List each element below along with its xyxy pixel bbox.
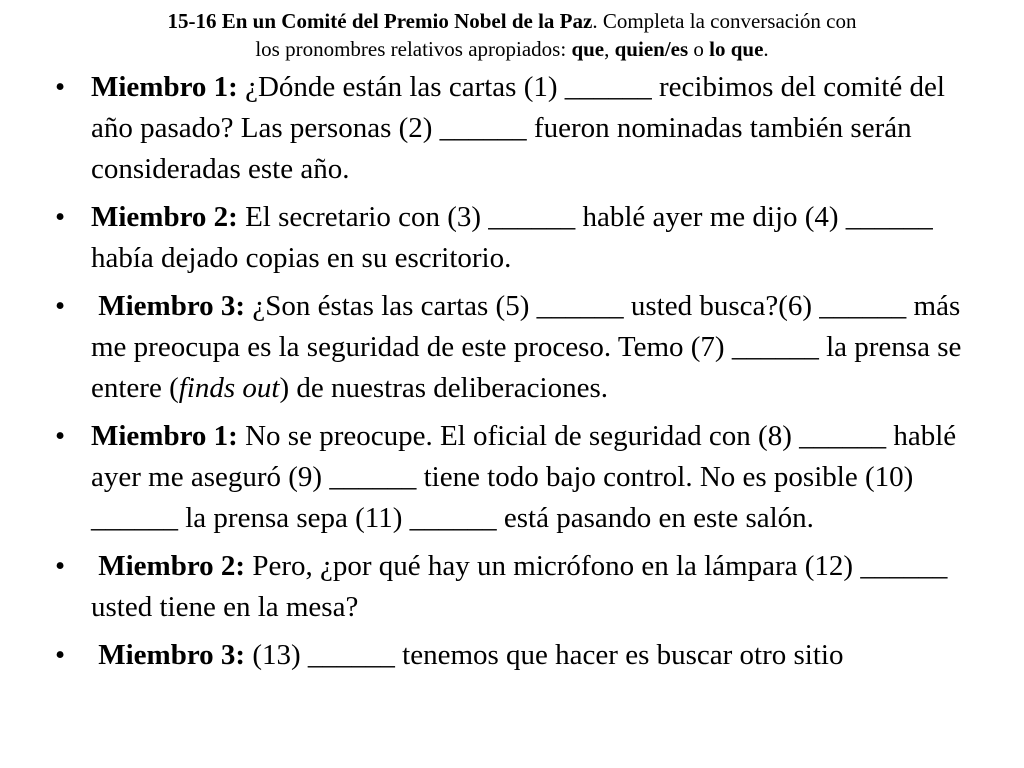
dialogue-text: No se preocupe. El oficial de seguridad con (8) ______ hablé ayer me aseguró (9) ______ tiene todo bajo control. No es posible (10) ______ la prensa sepa (11) ______ está pasando en este salón. [91,420,957,534]
exercise-instructions [0,7,1024,63]
dialogue-item-6 [0,635,1024,676]
option-quien: quien/es [614,37,689,61]
dialogue-item-5 [0,546,1024,628]
separator: , [604,37,615,61]
speaker-label: Miembro 3: [98,290,246,322]
dialogue-item-3 [0,286,1024,409]
bullet-icon: • [55,639,66,671]
separator: o [688,37,710,61]
instructions-line-1 [0,7,1024,35]
dialogue-item-4 [0,416,1024,539]
option-que: que [571,37,605,61]
dialogue-text: Pero, ¿por qué hay un micrófono en la lámpara (12) ______ usted tiene en la mesa? [91,550,948,623]
dialogue-text: El secretario con (3) ______ hablé ayer me dijo (4) ______ había dejado copias en su escritorio. [91,201,933,274]
bullet-icon: • [55,290,66,322]
dialogue-text-end: ) de nuestras deliberaciones. [279,372,608,404]
bullet-icon: • [55,201,66,233]
speaker-label: Miembro 1: [91,420,238,452]
dialogue-text: ¿Son éstas las cartas (5) ______ usted busca?(6) ______ más me preocupa es la seguridad de este proceso. Temo (7) ______ la prensa se entere ( [91,290,962,404]
italic-gloss: finds out [178,372,280,404]
bullet-icon: • [55,420,66,452]
speaker-label: Miembro 2: [91,201,238,233]
period: . [763,37,769,61]
speaker-label: Miembro 2: [98,550,246,582]
bullet-icon: • [55,71,66,103]
instructions-line-2 [0,35,1024,63]
dialogue-text: ¿Dónde están las cartas (1) ______ recibimos del comité del año pasado? Las personas (2) ______ fueron nominadas también serán consideradas este año. [91,71,945,185]
bullet-icon: • [55,550,66,582]
dialogue-list [0,67,1024,683]
exercise-title: 15-16 En un Comité del Premio Nobel de la Paz [167,9,593,33]
speaker-label: Miembro 1: [91,71,238,103]
dialogue-item-1 [0,67,1024,190]
dialogue-item-2 [0,197,1024,279]
speaker-label: Miembro 3: [98,639,246,671]
instructions-text-2: los pronombres relativos apropiados: [255,37,572,61]
option-lo-que: lo que [709,37,764,61]
instructions-text: . Completa la conversación con [592,9,857,33]
dialogue-text: (13) ______ tenemos que hacer es buscar otro sitio [245,639,844,671]
